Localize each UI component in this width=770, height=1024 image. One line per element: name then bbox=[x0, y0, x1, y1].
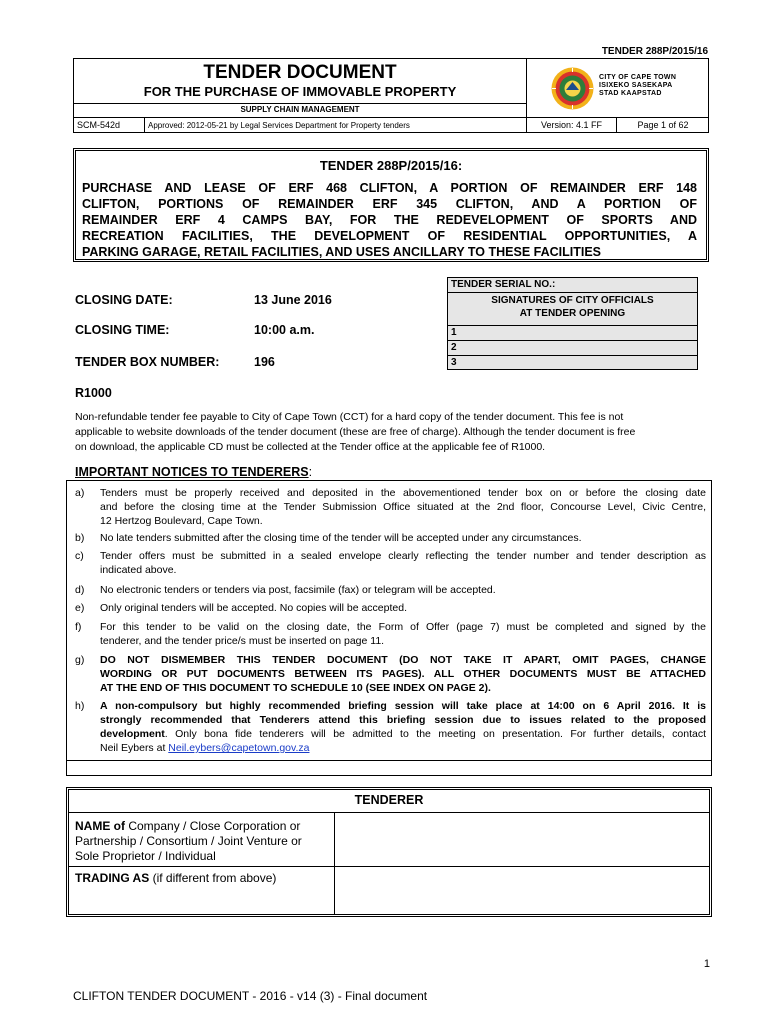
notice-text: Only original tenders will be accepted. No copies will be accepted. bbox=[100, 602, 407, 614]
notice-label: f) bbox=[75, 621, 82, 633]
document-subtitle: FOR THE PURCHASE OF IMMOVABLE PROPERTY bbox=[143, 84, 457, 99]
tender-fee-note: Non-refundable tender fee payable to City of Cape Town (CCT) for a hard copy of the tender document. This fee is not applicable to website downloads of the tender document (these are free of charge). Although the tender document is free on download, the applicable CD must be collected at the Tender office at the applicable fee of R1000. bbox=[75, 411, 636, 453]
tender-description-line: PURCHASE AND LEASE OF ERF 468 CLIFTON, A PORTION OF REMAINDER ERF 148 bbox=[82, 181, 697, 195]
closing-date-value: 13 June 2016 bbox=[254, 293, 332, 307]
page-count-label: Page 1 of 62 bbox=[637, 120, 689, 130]
signature-row-divider bbox=[447, 355, 698, 356]
approval-note: Approved: 2012-05-21 by Legal Services Department for Property tenders bbox=[148, 121, 410, 130]
signatures-heading-line1: SIGNATURES OF CITY OFFICIALS bbox=[491, 295, 654, 306]
serial-number-label: TENDER SERIAL NO.: bbox=[451, 279, 556, 290]
department-label: SUPPLY CHAIN MANAGEMENT bbox=[240, 105, 360, 114]
closing-date-label: CLOSING DATE: bbox=[75, 293, 173, 307]
notice-label: e) bbox=[75, 602, 85, 614]
signature-heading-divider bbox=[447, 325, 698, 326]
tenderer-column-divider bbox=[334, 812, 335, 914]
notice-text: Tenders must be properly received and deposited in the abovementioned tender box on or before the closing date and before the closing time at the Tender Submission Office situated at the 2nd floor, Concourse Level, Civic Centre, 12 Hertzog Boulevard, Cape Town. bbox=[100, 487, 706, 527]
notice-text: No late tenders submitted after the closing time of the tender will be accepted under any circumstances. bbox=[100, 532, 582, 544]
notice-text: For this tender to be valid on the closing date, the Form of Offer (page 7) must be completed and signed by the tenderer, and the tender price/s must be inserted on page 11. bbox=[100, 621, 706, 647]
tender-description-line: REMAINDER ERF 4 CAMPS BAY, FOR THE REDEVELOPMENT OF SPORTS AND bbox=[82, 213, 697, 227]
notice-label: c) bbox=[75, 550, 84, 562]
header-divider-code bbox=[144, 117, 145, 133]
tender-box-label: TENDER BOX NUMBER: bbox=[75, 355, 220, 369]
footer-document-name: CLIFTON TENDER DOCUMENT - 2016 - v14 (3) - Final document bbox=[73, 989, 428, 1003]
signature-row-divider bbox=[447, 340, 698, 341]
notices-bottom-divider bbox=[66, 760, 712, 761]
tenderer-heading-divider bbox=[69, 812, 709, 813]
signature-row-number: 3 bbox=[451, 357, 457, 368]
signatures-heading-line2: AT TENDER OPENING bbox=[519, 308, 626, 319]
signature-row-number: 1 bbox=[451, 327, 457, 338]
notice-text: A non-compulsory but highly recommended briefing session will take place at 14:00 on 6 April 2016. It is strongly recommended that Tenderers attend this briefing session due to issues related to the proposed development. Only bona fide tenderers will be admitted to the meeting on presentation. For further details, contact Neil Eybers at Neil.eybers@capetown.gov.za bbox=[100, 700, 706, 754]
closing-time-label: CLOSING TIME: bbox=[75, 323, 170, 337]
contact-email-link[interactable]: Neil.eybers@capetown.gov.za bbox=[168, 742, 310, 754]
notice-text: DO NOT DISMEMBER THIS TENDER DOCUMENT (DO NOT TAKE IT APART, OMIT PAGES, CHANGE WORDING OR PUT DOCUMENTS BETWEEN ITS PAGES). ALL OTHER DOCUMENTS MUST BE ATTACHED AT THE END OF THIS DOCUMENT TO SCHEDULE 10 (SEE INDEX ON PAGE 2). bbox=[100, 654, 706, 694]
tender-description-line: RECREATION FACILITIES, THE DEVELOPMENT OF RESIDENTIAL OPPORTUNITIES, A bbox=[82, 229, 697, 243]
tender-box-value: 196 bbox=[254, 355, 275, 369]
signature-row-number: 2 bbox=[451, 342, 457, 353]
company-name-label: NAME of Company / Close Corporation or Partnership / Consortium / Joint Venture or Sole Proprietor / Individual bbox=[75, 819, 302, 863]
trading-as-label: TRADING AS (if different from above) bbox=[75, 871, 277, 885]
notice-text: Tender offers must be submitted in a sealed envelope clearly reflecting the tender number and tender description as indicated above. bbox=[100, 550, 706, 576]
trading-as-field[interactable] bbox=[336, 868, 708, 913]
tender-reference-top: TENDER 288P/2015/16 bbox=[601, 46, 708, 57]
tender-description-line: PARKING GARAGE, RETAIL FACILITIES, AND USES ANCILLARY TO THESE FACILITIES bbox=[82, 245, 602, 259]
page-number: 1 bbox=[703, 958, 710, 970]
document-title: TENDER DOCUMENT bbox=[203, 62, 397, 83]
tender-fee-amount: R1000 bbox=[75, 386, 112, 400]
notice-label: g) bbox=[75, 654, 85, 666]
tender-description-line: CLIFTON, PORTIONS OF REMAINDER ERF 345 CLIFTON, AND A PORTION OF bbox=[82, 197, 697, 211]
notice-label: h) bbox=[75, 700, 85, 712]
version-label: Version: 4.1 FF bbox=[540, 120, 603, 130]
logo-text-afrikaans: STAD KAAPSTAD bbox=[599, 90, 662, 97]
header-divider-bottom-row bbox=[73, 117, 709, 118]
notice-label: d) bbox=[75, 584, 85, 596]
logo-text-xhosa: ISIXEKO SASEKAPA bbox=[599, 82, 673, 89]
closing-time-value: 10:00 a.m. bbox=[254, 323, 315, 337]
important-notices-heading: IMPORTANT NOTICES TO TENDERERS: bbox=[75, 465, 313, 479]
notice-text: No electronic tenders or tenders via post, facsimile (fax) or telegram will be accepted. bbox=[100, 584, 496, 596]
logo-text-english: CITY OF CAPE TOWN bbox=[599, 74, 677, 81]
tender-heading: TENDER 288P/2015/16: bbox=[319, 158, 463, 173]
form-code: SCM-542d bbox=[77, 120, 121, 130]
company-name-field[interactable] bbox=[336, 814, 708, 865]
header-divider-dept bbox=[73, 103, 527, 104]
notice-label: a) bbox=[75, 487, 85, 499]
notice-label: b) bbox=[75, 532, 85, 544]
tenderer-row-divider bbox=[69, 866, 709, 867]
tenderer-heading: TENDERER bbox=[354, 793, 424, 807]
city-of-cape-town-logo bbox=[550, 66, 595, 111]
serial-divider bbox=[447, 292, 698, 293]
